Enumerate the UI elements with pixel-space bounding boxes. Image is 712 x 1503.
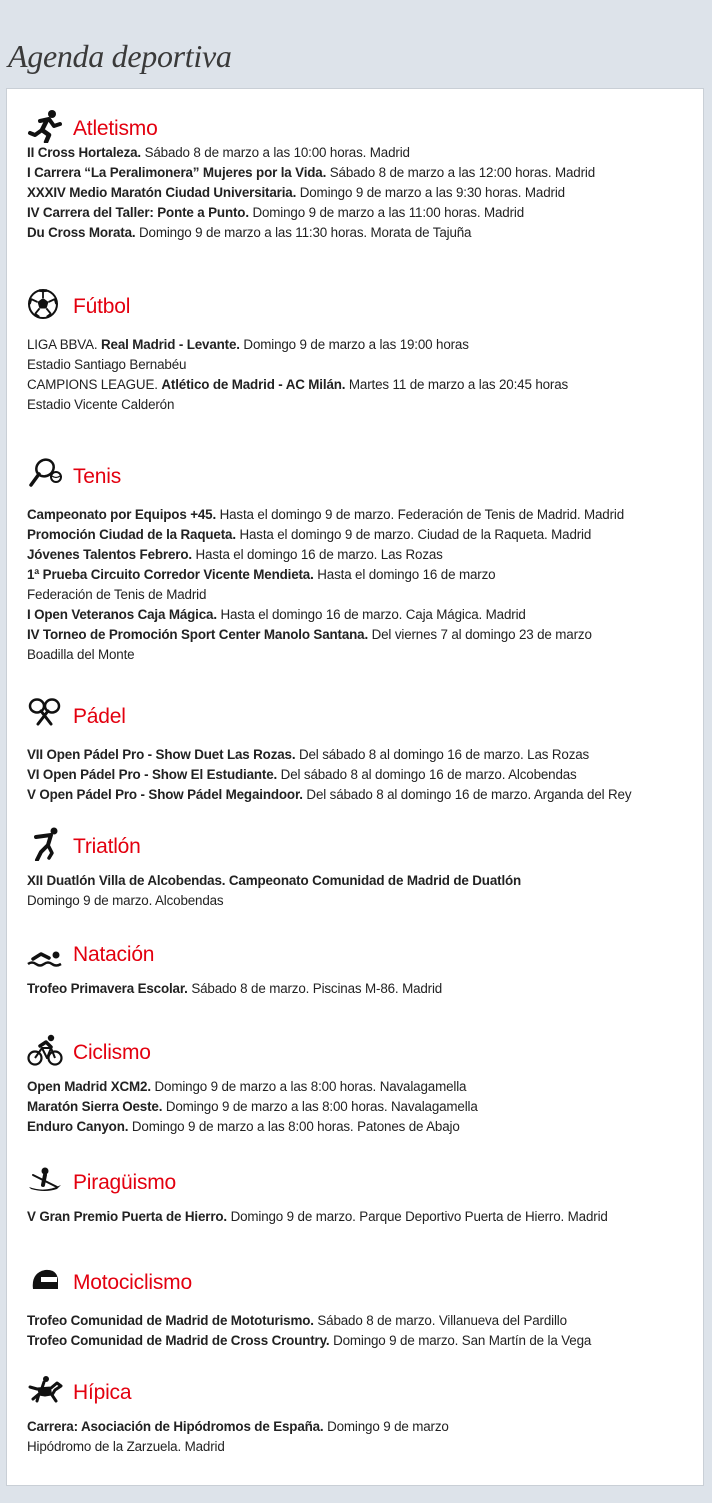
event-details: Domingo 9 de marzo a las 19:00 horas (239, 337, 469, 352)
section-title: Fútbol (73, 295, 131, 318)
event-name: Enduro Canyon. (27, 1119, 129, 1134)
event-details: Domingo 9 de marzo (323, 1419, 449, 1434)
section-padel (27, 697, 693, 805)
event-line (27, 1417, 693, 1437)
triathlete-icon (27, 827, 63, 861)
event-line (27, 1097, 693, 1117)
event-line (27, 545, 693, 565)
section-motociclismo (27, 1263, 693, 1351)
event-line (27, 1311, 693, 1331)
event-name: XII Duatlón Villa de Alcobendas. Campeonato Comunidad de Madrid de Duatlón (27, 873, 522, 888)
soccer-ball-icon (27, 287, 63, 321)
section-piraguismo (27, 1163, 693, 1227)
cyclist-icon (27, 1033, 63, 1067)
event-details: Domingo 9 de marzo a las 11:30 horas. Morata de Tajuña (135, 225, 472, 240)
section-title: Tenis (73, 465, 122, 488)
event-line (27, 785, 693, 805)
event-line (27, 525, 693, 545)
event-line (27, 505, 693, 525)
event-line (27, 355, 693, 375)
event-list (27, 335, 693, 415)
section-header (27, 1163, 693, 1197)
padel-rackets-icon (27, 697, 63, 731)
event-line (27, 203, 693, 223)
event-details: Sábado 8 de marzo a las 12:00 horas. Madrid (326, 165, 596, 180)
event-list (27, 1207, 693, 1227)
event-list (27, 1417, 693, 1457)
motorcycle-helmet-icon (27, 1263, 63, 1297)
event-name: II Cross Hortaleza. (27, 145, 141, 160)
event-line (27, 163, 693, 183)
event-details: Sábado 8 de marzo. Piscinas M-86. Madrid (187, 981, 443, 996)
event-name: Du Cross Morata. (27, 225, 136, 240)
event-name: I Carrera “La Peralimonera” Mujeres por la Vida. (27, 165, 327, 180)
section-title: Natación (73, 943, 155, 966)
event-list (27, 1077, 693, 1137)
event-name: XXXIV Medio Maratón Ciudad Universitaria. (27, 185, 297, 200)
event-details: Sábado 8 de marzo. Villanueva del Pardillo (313, 1313, 567, 1328)
event-name: I Open Veteranos Caja Mágica. (27, 607, 217, 622)
section-natacion (27, 935, 693, 999)
event-name: Maratón Sierra Oeste. (27, 1099, 163, 1114)
event-details: Federación de Tenis de Madrid (27, 587, 207, 602)
event-line (27, 605, 693, 625)
section-header (27, 935, 693, 969)
section-header (27, 1033, 693, 1067)
section-triatlon (27, 827, 693, 911)
section-tenis (27, 457, 693, 665)
event-details: Domingo 9 de marzo a las 8:00 horas. Patones de Abajo (128, 1119, 460, 1134)
event-name: IV Carrera del Taller: Ponte a Punto. (27, 205, 249, 220)
section-title: Atletismo (73, 117, 158, 140)
event-name: Real Madrid - Levante. (101, 337, 240, 352)
section-header (27, 697, 693, 731)
tennis-racket-icon (27, 457, 63, 491)
event-line (27, 1331, 693, 1351)
event-line (27, 625, 693, 645)
event-name: Jóvenes Talentos Febrero. (27, 547, 192, 562)
section-title: Triatlón (73, 835, 141, 858)
event-details: Sábado 8 de marzo a las 10:00 horas. Madrid (141, 145, 410, 160)
event-details: Domingo 9 de marzo a las 8:00 horas. Navalagamella (162, 1099, 478, 1114)
section-header (27, 1373, 693, 1407)
event-list (27, 979, 693, 999)
event-details: Boadilla del Monte (27, 647, 135, 662)
section-title: Ciclismo (73, 1041, 151, 1064)
section-header (27, 1263, 693, 1297)
horse-rider-icon (27, 1373, 63, 1407)
event-details: Del sábado 8 al domingo 16 de marzo. Las Rozas (295, 747, 590, 762)
section-futbol (27, 287, 693, 415)
event-name: VII Open Pádel Pro - Show Duet Las Rozas. (27, 747, 296, 762)
event-line (27, 765, 693, 785)
section-title: Hípica (73, 1381, 132, 1404)
event-line (27, 1077, 693, 1097)
event-list (27, 745, 693, 805)
event-name: Trofeo Comunidad de Madrid de Mototurismo. (27, 1313, 314, 1328)
event-details: Estadio Santiago Bernabéu (27, 357, 187, 372)
competition-label: LIGA BBVA. (27, 337, 102, 352)
event-details: Hasta el domingo 9 de marzo. Ciudad de la Raqueta. Madrid (235, 527, 592, 542)
section-ciclismo (27, 1033, 693, 1137)
event-details: Hasta el domingo 16 de marzo. Caja Mágica. Madrid (216, 607, 526, 622)
event-line (27, 891, 693, 911)
event-line (27, 745, 693, 765)
event-line (27, 565, 693, 585)
event-details: Del sábado 8 al domingo 16 de marzo. Alcobendas (277, 767, 577, 782)
event-details: Del viernes 7 al domingo 23 de marzo (368, 627, 592, 642)
section-title: Motociclismo (73, 1271, 192, 1294)
event-line (27, 143, 693, 163)
event-name: Trofeo Comunidad de Madrid de Cross Crountry. (27, 1333, 330, 1348)
event-line (27, 395, 693, 415)
event-line (27, 375, 693, 395)
event-details: Hasta el domingo 9 de marzo. Federación de Tenis de Madrid. Madrid (216, 507, 625, 522)
event-line (27, 1437, 693, 1457)
event-details: Domingo 9 de marzo. Parque Deportivo Puerta de Hierro. Madrid (227, 1209, 608, 1224)
event-details: Hasta el domingo 16 de marzo. Las Rozas (191, 547, 443, 562)
event-details: Hasta el domingo 16 de marzo (313, 567, 496, 582)
section-header (27, 457, 693, 491)
event-list (27, 1311, 693, 1351)
event-line (27, 585, 693, 605)
event-line (27, 1207, 693, 1227)
event-line (27, 979, 693, 999)
event-name: Campeonato por Equipos +45. (27, 507, 217, 522)
competition-label: CAMPIONS LEAGUE. (27, 377, 162, 392)
agenda-panel (6, 88, 704, 1486)
event-details: Estadio Vicente Calderón (27, 397, 175, 412)
event-name: Open Madrid XCM2. (27, 1079, 151, 1094)
section-hipica (27, 1373, 693, 1457)
section-title: Piragüismo (73, 1171, 177, 1194)
event-line (27, 223, 693, 243)
event-line (27, 335, 693, 355)
event-list (27, 143, 693, 243)
event-details: Hipódromo de la Zarzuela. Madrid (27, 1439, 225, 1454)
canoe-icon (27, 1163, 63, 1197)
event-name: V Open Pádel Pro - Show Pádel Megaindoor. (27, 787, 303, 802)
event-line (27, 1117, 693, 1137)
event-name: Carrera: Asociación de Hipódromos de España. (27, 1419, 324, 1434)
event-name: Atlético de Madrid - AC Milán. (161, 377, 346, 392)
event-name: IV Torneo de Promoción Sport Center Manolo Santana. (27, 627, 369, 642)
event-name: 1ª Prueba Circuito Corredor Vicente Mendieta. (27, 567, 314, 582)
event-details: Domingo 9 de marzo. San Martín de la Vega (329, 1333, 592, 1348)
runner-icon (27, 109, 63, 143)
event-line (27, 183, 693, 203)
section-atletismo (27, 109, 693, 243)
section-header (27, 827, 693, 861)
event-list (27, 871, 693, 911)
event-details: Domingo 9 de marzo. Alcobendas (27, 893, 224, 908)
event-details: Domingo 9 de marzo a las 11:00 horas. Madrid (248, 205, 524, 220)
page-title: Agenda deportiva (8, 38, 232, 74)
event-details: Domingo 9 de marzo a las 9:30 horas. Madrid (296, 185, 565, 200)
section-header (27, 287, 693, 321)
event-name: Promoción Ciudad de la Raqueta. (27, 527, 236, 542)
section-title: Pádel (73, 705, 126, 728)
event-name: V Gran Premio Puerta de Hierro. (27, 1209, 227, 1224)
event-details: Domingo 9 de marzo a las 8:00 horas. Navalagamella (150, 1079, 467, 1094)
event-line (27, 871, 693, 891)
section-header (27, 109, 693, 143)
swimmer-icon (27, 935, 63, 969)
event-name: VI Open Pádel Pro - Show El Estudiante. (27, 767, 278, 782)
event-line (27, 645, 693, 665)
event-details: Martes 11 de marzo a las 20:45 horas (345, 377, 569, 392)
event-name: Trofeo Primavera Escolar. (27, 981, 188, 996)
event-details: Del sábado 8 al domingo 16 de marzo. Arganda del Rey (302, 787, 632, 802)
event-list (27, 505, 693, 665)
